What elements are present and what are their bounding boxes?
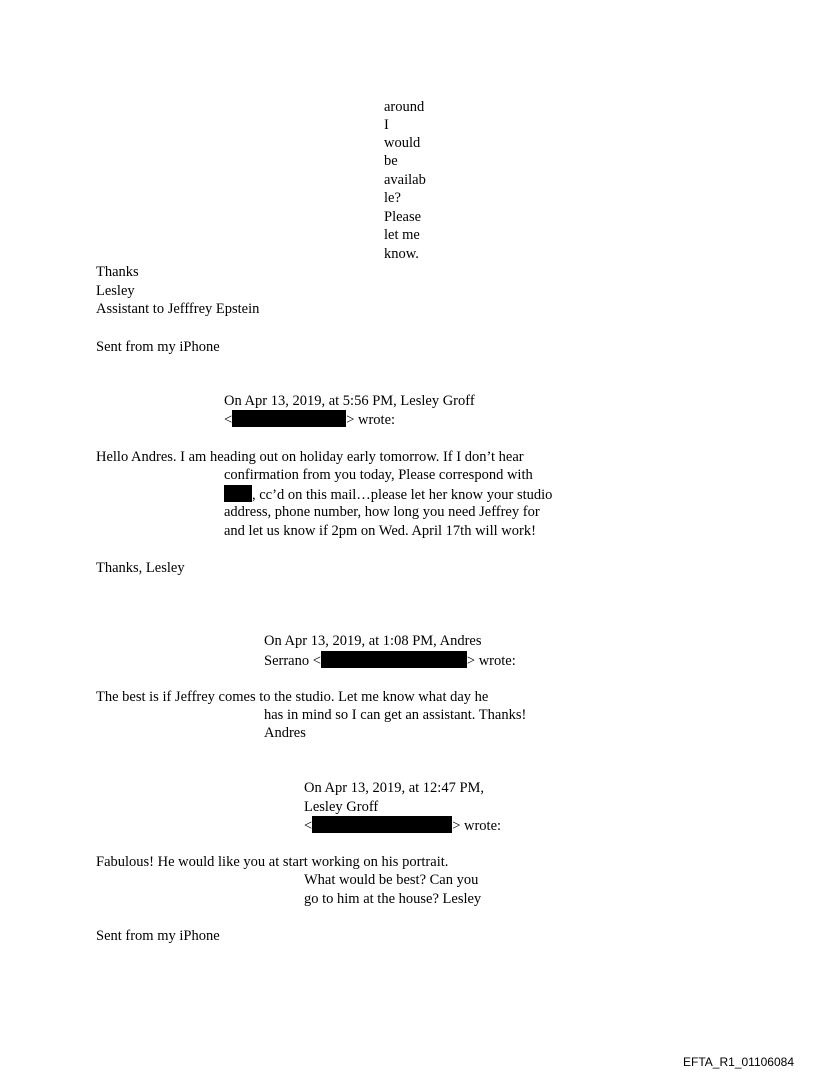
header-line: On Apr 13, 2019, at 12:47 PM,: [304, 780, 485, 796]
fragment-line: know.: [384, 246, 419, 262]
header-line: Lesley Groff: [304, 799, 379, 815]
fragment-line: I: [384, 117, 389, 133]
bracket-open: <: [224, 412, 233, 428]
message-line: [224, 485, 552, 505]
signature-name: Lesley: [96, 283, 135, 299]
signature-thanks: Thanks: [96, 264, 139, 280]
message-line: go to him at the house? Lesley: [304, 891, 482, 907]
header-prefix: Serrano <: [264, 653, 321, 669]
fragment-line: Please: [384, 209, 422, 225]
fragment-line: be: [384, 153, 398, 169]
fragment-line: let me: [384, 227, 420, 243]
message-line: has in mind so I can get an assistant. Thanks!: [264, 707, 527, 723]
header-line: On Apr 13, 2019, at 1:08 PM, Andres: [264, 633, 482, 649]
redacted-email: [312, 816, 452, 833]
message-line: What would be best? Can you: [304, 872, 479, 888]
header-email-line: [304, 816, 501, 836]
message-line: Fabulous! He would like you at start working on his portrait.: [96, 854, 449, 870]
fragment-line: availab: [384, 172, 426, 188]
message-line: and let us know if 2pm on Wed. April 17th will work!: [224, 523, 536, 539]
header-wrote: > wrote:: [452, 818, 502, 834]
message-text: , cc’d on this mail…please let her know your studio: [252, 487, 553, 503]
fragment-line: around: [384, 99, 425, 115]
header-email-line: [264, 651, 516, 671]
message-line: confirmation from you today, Please correspond with: [224, 467, 533, 483]
message-line: address, phone number, how long you need Jeffrey for: [224, 504, 540, 520]
sent-from-line: Sent from my iPhone: [96, 339, 220, 355]
message-closing: Thanks, Lesley: [96, 560, 185, 576]
message-signoff: Andres: [264, 725, 306, 741]
header-email-line: [224, 410, 395, 430]
header-wrote: > wrote:: [346, 412, 396, 428]
document-id: EFTA_R1_01106084: [683, 1055, 794, 1069]
header-line: On Apr 13, 2019, at 5:56 PM, Lesley Groff: [224, 393, 475, 409]
header-wrote: > wrote:: [466, 653, 516, 669]
fragment-line: le?: [384, 190, 401, 206]
fragment-line: would: [384, 135, 421, 151]
redacted-email: [321, 651, 467, 668]
message-line: Hello Andres. I am heading out on holiday early tomorrow. If I don’t hear: [96, 449, 524, 465]
redacted-email: [232, 410, 346, 427]
redacted-name: [224, 485, 252, 502]
sent-from-line: Sent from my iPhone: [96, 928, 220, 944]
bracket-open: <: [304, 818, 313, 834]
signature-title: Assistant to Jefffrey Epstein: [96, 301, 260, 317]
message-line: The best is if Jeffrey comes to the studio. Let me know what day he: [96, 689, 489, 705]
